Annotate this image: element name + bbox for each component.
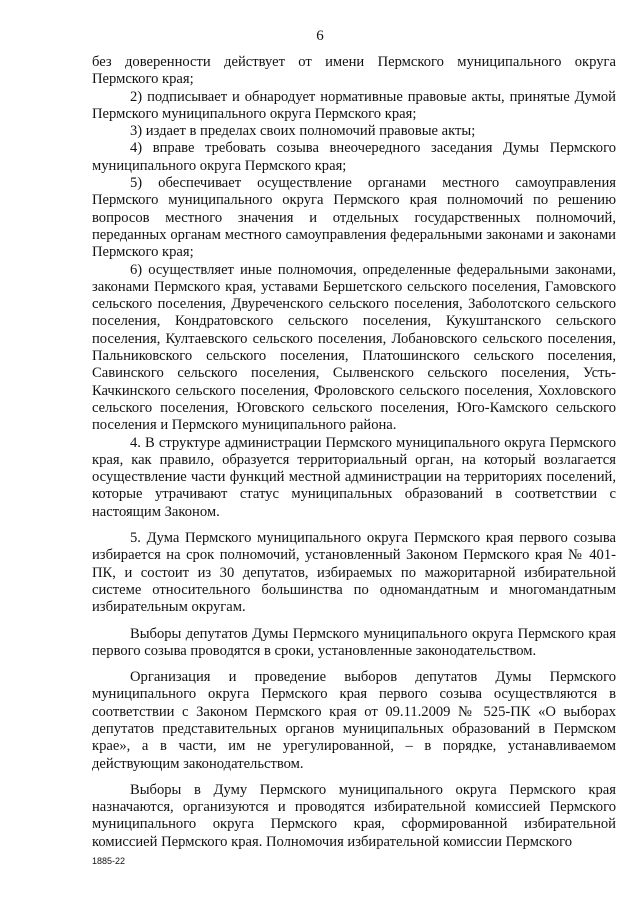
paragraph-item-4: 4) вправе требовать созыва внеочередного заседания Думы Пермского муниципального округа Пермского края; <box>92 140 616 174</box>
paragraph-elections-timing: Выборы депутатов Думы Пермского муниципального округа Пермского края первого созыва проводятся в сроки, установленные законодательством. <box>92 625 616 659</box>
page-number: 6 <box>316 28 324 44</box>
document-body <box>92 54 616 851</box>
paragraph-item-3: 3) издает в пределах своих полномочий правовые акты; <box>130 123 476 140</box>
paragraph-section-5: 5. Дума Пермского муниципального округа Пермского края первого созыва избирается на срок полномочий, установленный Законом Пермского края № 401-ПК, и состоит из 30 депутатов, избираемых по мажоритарной избирательной системе относительного большинства по одномандатным и многомандатным избирательным округам. <box>92 530 616 616</box>
paragraph-continuation: без доверенности действует от имени Пермского муниципального округа Пермского края; <box>92 54 616 88</box>
paragraph-section-4: 4. В структуре администрации Пермского муниципального округа Пермского края, как правило, образуется территориальный орган, на который возлагается осуществление части функций местной администрации на территориях поселений, которые утрачивают статус муниципальных образований в соответствии с настоящим Законом. <box>92 434 616 520</box>
document-code: 1885-22 <box>92 856 126 866</box>
paragraph-item-2: 2) подписывает и обнародует нормативные правовые акты, принятые Думой Пермского муниципального округа Пермского края; <box>92 88 616 122</box>
paragraph-elections-commission: Выборы в Думу Пермского муниципального округа Пермского края назначаются, организуются и проводятся избирательной комиссией Пермского муниципального округа Пермского края, сформированной избирательной комиссией Пермского края. Полномочия избирательной комиссии Пермского <box>92 781 616 850</box>
paragraph-item-6: 6) осуществляет иные полномочия, определенные федеральными законами, законами Пермского края, уставами Бершетского сельского поселения, Гамовского сельского поселения, Двуреченского сельского поселения, Заболотского сельского поселения, Кондратовского сельского поселения, Кукуштанского сельского поселения, Култаевского сельского поселения, Лобановского сельского поселения, Пальниковского сельского поселения, Платошинского сельского поселения, Савинского сельского поселения, Сылвенского сельского поселения, Усть-Качкинского сельского поселения, Фроловского сельского поселения, Хохловского сельского поселения, Юговского сельского поселения, Юго-Камского сельского поселения и Пермского муниципального района. <box>92 261 616 434</box>
paragraph-elections-organization: Организация и проведение выборов депутатов Думы Пермского муниципального округа Пермского края первого созыва осуществляются в соответствии с Законом Пермского края от 09.11.2009 № 525-ПК «О выборах депутатов представительных органов муниципальных образований в Пермском крае», а в части, им не урегулированной, – в порядке, устанавливаемом действующим законодательством. <box>92 669 616 772</box>
paragraph-item-5: 5) обеспечивает осуществление органами местного самоуправления Пермского муниципального округа Пермского края полномочий по решению вопросов местного значения и отдельных государственных полномочий, переданных органам местного самоуправления федеральными законами и законами Пермского края; <box>92 175 616 261</box>
